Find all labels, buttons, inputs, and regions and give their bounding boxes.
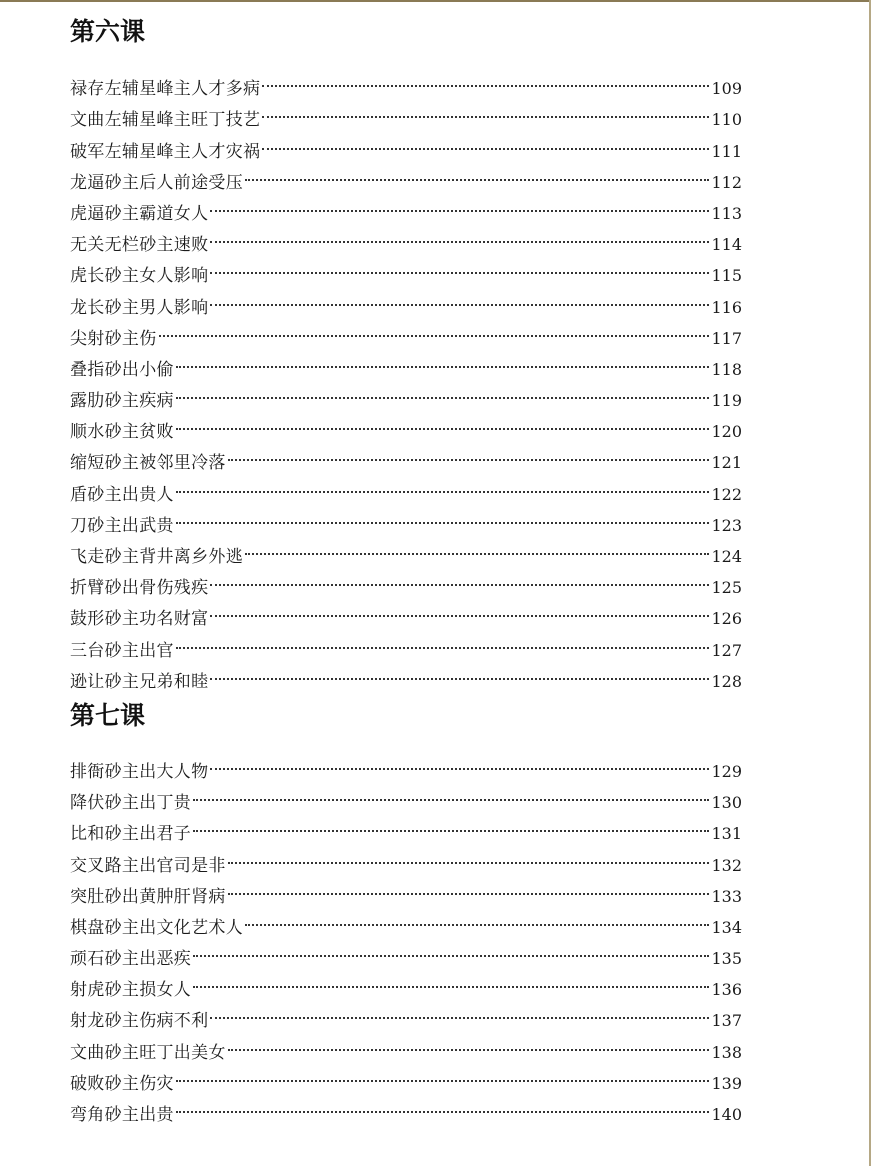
toc-entry-title: 虎逼砂主霸道女人 (70, 203, 209, 224)
section-lesson-6 (70, 0, 742, 692)
toc-entry-title: 排衙砂主出大人物 (70, 761, 209, 782)
toc-entry-page-number: 124 (711, 547, 742, 566)
toc-entry-title: 比和砂主出君子 (70, 824, 192, 845)
dot-leader (245, 157, 709, 188)
dot-leader (210, 188, 709, 219)
toc-entry-title: 弯角砂主出贵 (70, 1105, 174, 1125)
dot-leader (193, 964, 709, 995)
toc-entry-page-number: 133 (711, 886, 742, 906)
toc-entry[interactable] (70, 344, 742, 380)
toc-entry-title: 龙长砂主男人影响 (70, 297, 209, 318)
dot-leader (159, 313, 710, 344)
toc-entry-page-number: 138 (711, 1042, 742, 1062)
toc-entry-title: 折臂砂出骨伤残疾 (70, 578, 209, 599)
toc-entry-title: 露肋砂主疾病 (70, 391, 174, 412)
toc-entry-title: 禄存左辅星峰主人才多病 (70, 79, 261, 100)
toc-entry-page-number: 110 (711, 110, 742, 130)
toc-entry-page-number: 114 (711, 235, 742, 255)
dot-leader (210, 746, 709, 777)
toc-entry-title: 鼓形砂主功名财富 (70, 609, 209, 630)
toc-entry-page-number: 129 (711, 761, 742, 781)
toc-entry[interactable] (70, 63, 742, 100)
toc-entry-title: 射虎砂主损女人 (70, 980, 192, 1001)
dot-leader (176, 344, 710, 375)
toc-entry-page-number: 135 (711, 949, 742, 969)
dot-leader (176, 1058, 710, 1089)
toc-entry-title: 突肚砂出黄肿肝肾病 (70, 886, 226, 907)
toc-entry-page-number: 118 (711, 359, 742, 379)
toc-entry-title: 破军左辅星峰主人才灾祸 (70, 141, 261, 162)
dot-leader (193, 933, 709, 964)
toc-entry-page-number: 113 (711, 203, 742, 223)
table-of-contents (70, 0, 742, 1125)
dot-leader (176, 624, 710, 655)
toc-entry-title: 三台砂主出官 (70, 640, 174, 661)
toc-entry-title: 盾砂主出贵人 (70, 484, 174, 505)
dot-leader (245, 531, 709, 562)
toc-entry-page-number: 125 (711, 578, 742, 598)
toc-entry-title: 飞走砂主背井离乡外逃 (70, 547, 243, 567)
toc-entry-page-number: 131 (711, 824, 742, 844)
toc-entry-title: 无关无栏砂主速败 (70, 235, 209, 256)
dot-leader (228, 839, 710, 870)
section-title: 第七课 (70, 700, 146, 730)
toc-entry-page-number: 130 (711, 793, 742, 813)
dot-leader (210, 995, 709, 1026)
toc-entry-title: 刀砂主出武贵 (70, 515, 174, 536)
toc-entry-page-number: 117 (711, 328, 742, 348)
toc-entry-page-number: 128 (711, 671, 742, 691)
dot-leader (262, 63, 709, 94)
toc-entry-title: 文曲砂主旺丁出美女 (70, 1042, 226, 1063)
dot-leader (210, 250, 709, 281)
toc-entry-page-number: 122 (711, 484, 742, 504)
toc-entry-title: 顽石砂主出恶疾 (70, 949, 192, 970)
dot-leader (176, 406, 710, 437)
dot-leader (176, 500, 710, 531)
section-title: 第六课 (70, 17, 146, 46)
toc-entry-page-number: 112 (711, 172, 742, 192)
toc-entry-page-number: 136 (711, 980, 742, 1000)
section-lesson-7 (70, 700, 742, 1125)
toc-entry-page-number: 109 (711, 79, 742, 99)
toc-entry-title: 逊让砂主兄弟和睦 (70, 671, 209, 692)
toc-entry-title: 缩短砂主被邻里冷落 (70, 453, 226, 474)
toc-entry[interactable] (70, 313, 742, 349)
entry-list (70, 746, 742, 1125)
toc-entry-page-number: 121 (711, 453, 742, 473)
dot-leader (228, 871, 710, 902)
dot-leader (210, 281, 709, 312)
toc-entry-title: 交叉路主出官司是非 (70, 855, 226, 876)
dot-leader (210, 219, 709, 250)
toc-entry-title: 虎长砂主女人影响 (70, 266, 209, 287)
toc-entry-page-number: 126 (711, 609, 742, 629)
dot-leader (193, 808, 709, 839)
toc-entry-title: 顺水砂主贫败 (70, 422, 174, 443)
dot-leader (176, 1089, 710, 1120)
dot-leader (210, 593, 709, 624)
toc-entry-title: 龙逼砂主后人前途受压 (70, 172, 243, 193)
dot-leader (176, 468, 710, 499)
dot-leader (210, 656, 709, 687)
toc-entry-page-number: 137 (711, 1011, 742, 1031)
toc-entry-page-number: 115 (711, 266, 742, 286)
toc-entry-page-number: 123 (711, 515, 742, 535)
toc-entry-page-number: 111 (711, 141, 742, 161)
dot-leader (262, 125, 709, 156)
toc-entry-title: 破败砂主伤灾 (70, 1073, 174, 1094)
dot-leader (176, 375, 710, 406)
entry-list (70, 63, 742, 692)
toc-entry-page-number: 127 (711, 640, 742, 660)
toc-entry-title: 尖射砂主伤 (70, 328, 157, 349)
toc-entry-page-number: 139 (711, 1073, 742, 1093)
toc-entry-title: 射龙砂主伤病不利 (70, 1011, 209, 1032)
toc-entry-title: 叠指砂出小偷 (70, 359, 174, 380)
dot-leader (245, 902, 709, 933)
toc-entry-title: 文曲左辅星峰主旺丁技艺 (70, 110, 261, 131)
toc-entry-page-number: 132 (711, 855, 742, 875)
toc-entry[interactable] (70, 746, 742, 782)
dot-leader (210, 562, 709, 593)
toc-entry-page-number: 134 (711, 917, 742, 937)
toc-entry-title: 降伏砂主出丁贵 (70, 793, 192, 814)
dot-leader (228, 437, 710, 468)
toc-entry-page-number: 140 (711, 1105, 742, 1124)
toc-entry-page-number: 120 (711, 422, 742, 442)
toc-entry-page-number: 116 (711, 297, 742, 317)
toc-entry-title: 棋盘砂主出文化艺术人 (70, 917, 243, 938)
dot-leader (262, 94, 709, 125)
toc-entry-page-number: 119 (711, 391, 742, 411)
dot-leader (228, 1026, 710, 1057)
dot-leader (193, 777, 709, 808)
